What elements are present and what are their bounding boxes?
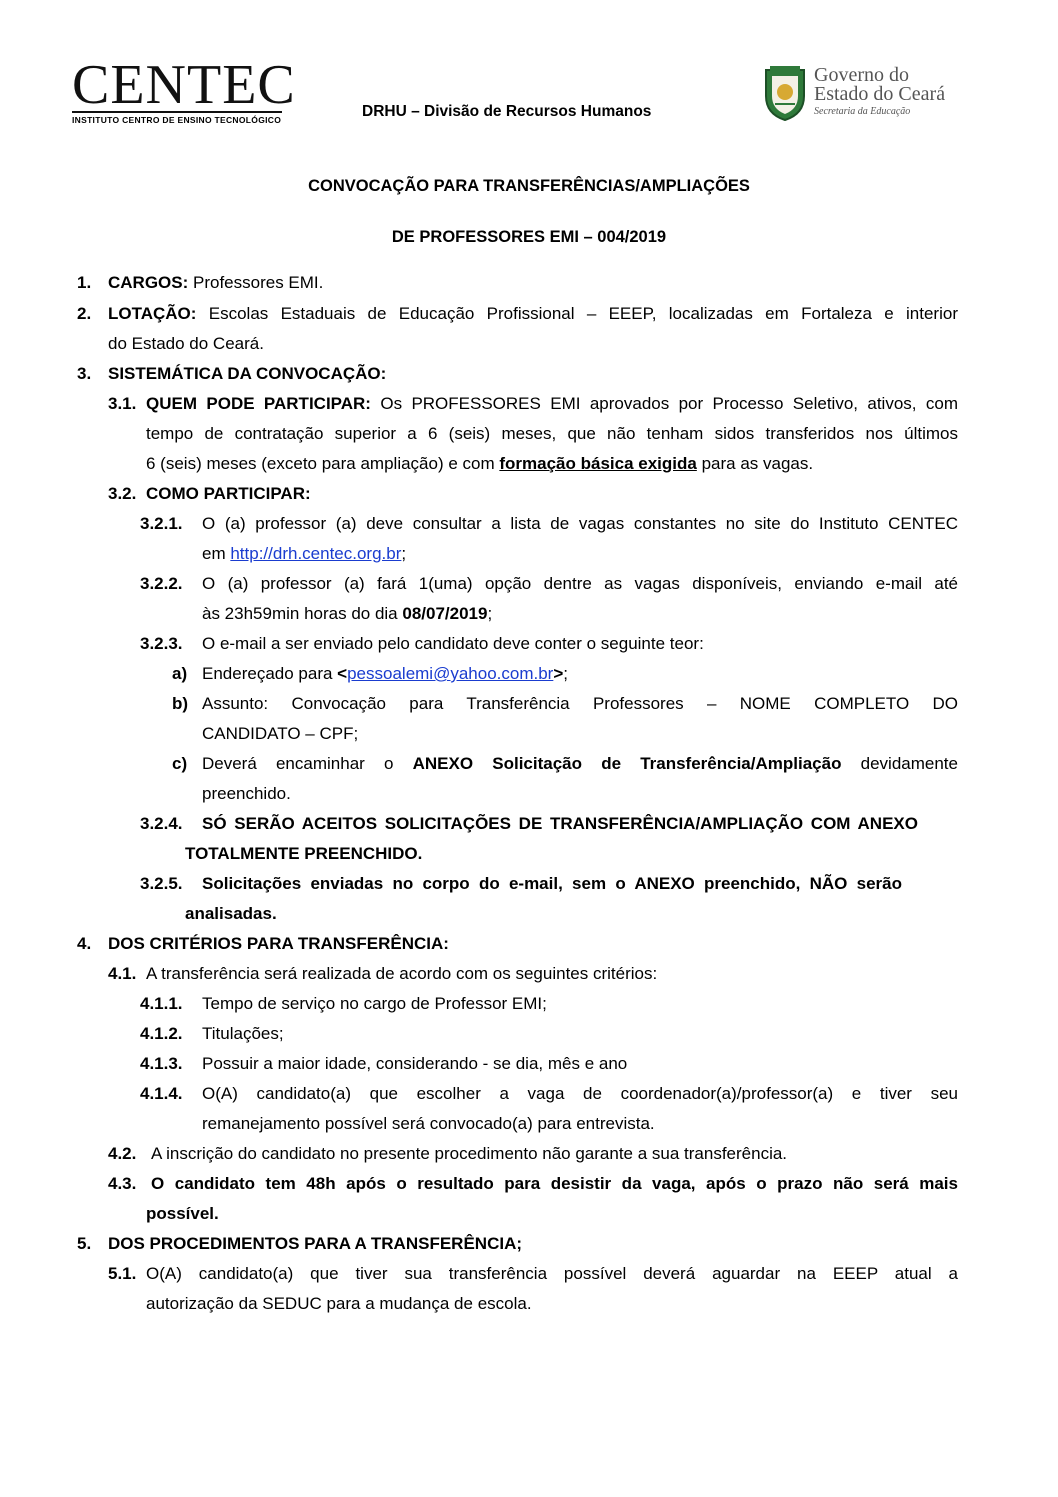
- centec-logo: [72, 54, 296, 125]
- section-3-1-line3-a: 6 (seis) meses (exceto para ampliação) e com: [146, 454, 500, 473]
- item-c-text-c: devidamente: [841, 754, 958, 773]
- section-3-2-label: COMO PARTICIPAR:: [146, 484, 311, 503]
- item-a-gt: >: [553, 664, 564, 683]
- section-4-1-line1: A transferência será realizada de acordo com os seguintes critérios:: [146, 964, 658, 983]
- section-4-label: DOS CRITÉRIOS PARA TRANSFERÊNCIA:: [108, 934, 449, 953]
- governo-logo-subtitle: Secretaria da Educação: [814, 106, 911, 117]
- header-title: DRHU – Divisão de Recursos Humanos: [362, 103, 652, 120]
- section-3-2-1-line2-a: em: [202, 544, 231, 563]
- section-3-2-1-line2-c: ;: [401, 544, 407, 563]
- section-3-2-5-number: 3.2.5.: [140, 874, 183, 893]
- governo-logo-line2: Estado do Ceará: [814, 83, 946, 105]
- item-a-lt: <: [337, 664, 348, 683]
- item-c-line2: preenchido.: [202, 784, 291, 803]
- section-2-line1: [108, 304, 958, 324]
- section-3-label: SISTEMÁTICA DA CONVOCAÇÃO:: [108, 364, 387, 383]
- section-3-2-3-line1: O e-mail a ser enviado pelo candidato deve conter o seguinte teor:: [202, 634, 704, 653]
- section-3-2-4-number: 3.2.4.: [140, 814, 183, 833]
- item-b-number: b): [172, 694, 189, 713]
- section-3-2-2-line2-c: ;: [487, 604, 493, 623]
- section-3-2-2-line2: [202, 604, 492, 624]
- section-5-1-line2: autorização da SEDUC para a mudança de escola.: [146, 1294, 532, 1313]
- item-a-text: Endereçado para: [202, 664, 338, 683]
- section-3-1-line3-c: para as vagas.: [696, 454, 814, 473]
- section-4-2-line1: A inscrição do candidato no presente procedimento não garante a sua transferência.: [151, 1144, 788, 1163]
- section-1: [108, 273, 323, 293]
- section-5-1-line1: O(A) candidato(a) que tiver sua transferência possível deverá aguardar na EEEP atual a: [146, 1264, 958, 1283]
- section-4-3-number: 4.3.: [108, 1174, 137, 1193]
- section-3-2-2-line1: O (a) professor (a) fará 1(uma) opção dentre as vagas disponíveis, enviando e-mail até: [202, 574, 958, 593]
- section-3-2-1-line1: O (a) professor (a) deve consultar a lista de vagas constantes no site do Instituto CENTEC: [202, 514, 958, 533]
- section-3-2-4-line1: SÓ SERÃO ACEITOS SOLICITAÇÕES DE TRANSFERÊNCIA/AMPLIAÇÃO COM ANEXO: [202, 814, 918, 833]
- item-c-text-a: Deverá encaminhar o: [202, 754, 413, 773]
- section-3-number: 3.: [77, 364, 92, 383]
- section-4-1-1-line1: Tempo de serviço no cargo de Professor EMI;: [202, 994, 547, 1013]
- centec-logo-subtitle: INSTITUTO CENTRO DE ENSINO TECNOLÓGICO: [72, 111, 282, 125]
- section-4-1-4-line1: O(A) candidato(a) que escolher a vaga de coordenador(a)/professor(a) e tiver seu: [202, 1084, 958, 1103]
- section-3-1-line3: [146, 454, 813, 474]
- section-3-2-2-deadline: 08/07/2019: [402, 604, 488, 623]
- section-3-2-1-line2: [202, 544, 406, 564]
- centec-logo-text: CENTEC: [72, 54, 296, 116]
- section-3-2-5-line2: analisadas.: [185, 904, 277, 923]
- section-4-1-number: 4.1.: [108, 964, 137, 983]
- section-4-1-4-number: 4.1.4.: [140, 1084, 183, 1103]
- item-b-line2: CANDIDATO – CPF;: [202, 724, 359, 743]
- section-4-1-2-line1: Titulações;: [202, 1024, 284, 1043]
- document-title-line2: DE PROFESSORES EMI – 004/2019: [391, 228, 667, 246]
- section-4-1-2-number: 4.1.2.: [140, 1024, 183, 1043]
- section-4-1-1-number: 4.1.1.: [140, 994, 183, 1013]
- section-3-1-line3-b: formação básica exigida: [499, 454, 697, 473]
- section-3-2-2-number: 3.2.2.: [140, 574, 183, 593]
- section-2-line2: do Estado do Ceará.: [108, 334, 264, 353]
- document-title-line1: CONVOCAÇÃO PARA TRANSFERÊNCIAS/AMPLIAÇÕES: [308, 177, 750, 195]
- section-2-label: LOTAÇÃO:: [108, 304, 197, 323]
- section-3-1-number: 3.1.: [108, 394, 137, 413]
- item-a-line1: [202, 664, 568, 684]
- section-5-label: DOS PROCEDIMENTOS PARA A TRANSFERÊNCIA;: [108, 1234, 523, 1253]
- section-4-1-4-line2: remanejamento possível será convocado(a) para entrevista.: [202, 1114, 655, 1133]
- item-a-number: a): [172, 664, 188, 683]
- section-4-3-line1: O candidato tem 48h após o resultado para desistir da vaga, após o prazo não será mais: [151, 1174, 958, 1193]
- section-5-number: 5.: [77, 1234, 92, 1253]
- section-3-2-4-line2: TOTALMENTE PREENCHIDO.: [185, 844, 423, 863]
- section-2-text: Escolas Estaduais de Educação Profissional – EEEP, localizadas em Fortaleza e interior: [196, 304, 958, 323]
- section-2-number: 2.: [77, 304, 92, 323]
- governo-ceara-logo: [762, 64, 1002, 126]
- governo-logo-text: [814, 66, 945, 104]
- item-b-line1: Assunto: Convocação para Transferência Professores – NOME COMPLETO DO: [202, 694, 958, 713]
- section-4-2-number: 4.2.: [108, 1144, 137, 1163]
- section-1-number: 1.: [77, 273, 92, 292]
- section-4-1-3-line1: Possuir a maior idade, considerando - se dia, mês e ano: [202, 1054, 628, 1073]
- item-c-number: c): [172, 754, 188, 773]
- email-link[interactable]: pessoalemi@yahoo.com.br: [347, 664, 554, 683]
- governo-logo-line1: Governo do: [814, 64, 909, 86]
- section-4-3-line2: possível.: [146, 1204, 219, 1223]
- section-4-number: 4.: [77, 934, 92, 953]
- section-3-2-number: 3.2.: [108, 484, 137, 503]
- centec-site-link[interactable]: http://drh.centec.org.br: [230, 544, 402, 563]
- section-1-label: CARGOS:: [108, 273, 189, 292]
- section-3-1-line1: [146, 394, 958, 414]
- section-3-2-1-number: 3.2.1.: [140, 514, 183, 533]
- item-a-end: ;: [563, 664, 569, 683]
- section-5-1-number: 5.1.: [108, 1264, 137, 1283]
- section-4-1-3-number: 4.1.3.: [140, 1054, 183, 1073]
- section-3-1-line2: tempo de contratação superior a 6 (seis) meses, que não tenham sidos transferidos nos últimos: [146, 424, 958, 443]
- item-c-anexo: ANEXO Solicitação de Transferência/Ampliação: [412, 754, 842, 773]
- section-3-1-text: Os PROFESSORES EMI aprovados por Processo Seletivo, ativos, com: [370, 394, 958, 413]
- item-c-line1: [202, 754, 958, 774]
- section-3-2-3-number: 3.2.3.: [140, 634, 183, 653]
- section-3-2-5-line1: Solicitações enviadas no corpo do e-mail, sem o ANEXO preenchido, NÃO serão: [202, 874, 902, 893]
- ceara-crest-icon: [762, 64, 808, 122]
- section-3-1-label: QUEM PODE PARTICIPAR:: [146, 394, 371, 413]
- section-1-text: Professores EMI.: [188, 273, 324, 292]
- section-3-2-2-line2-a: às 23h59min horas do dia: [202, 604, 403, 623]
